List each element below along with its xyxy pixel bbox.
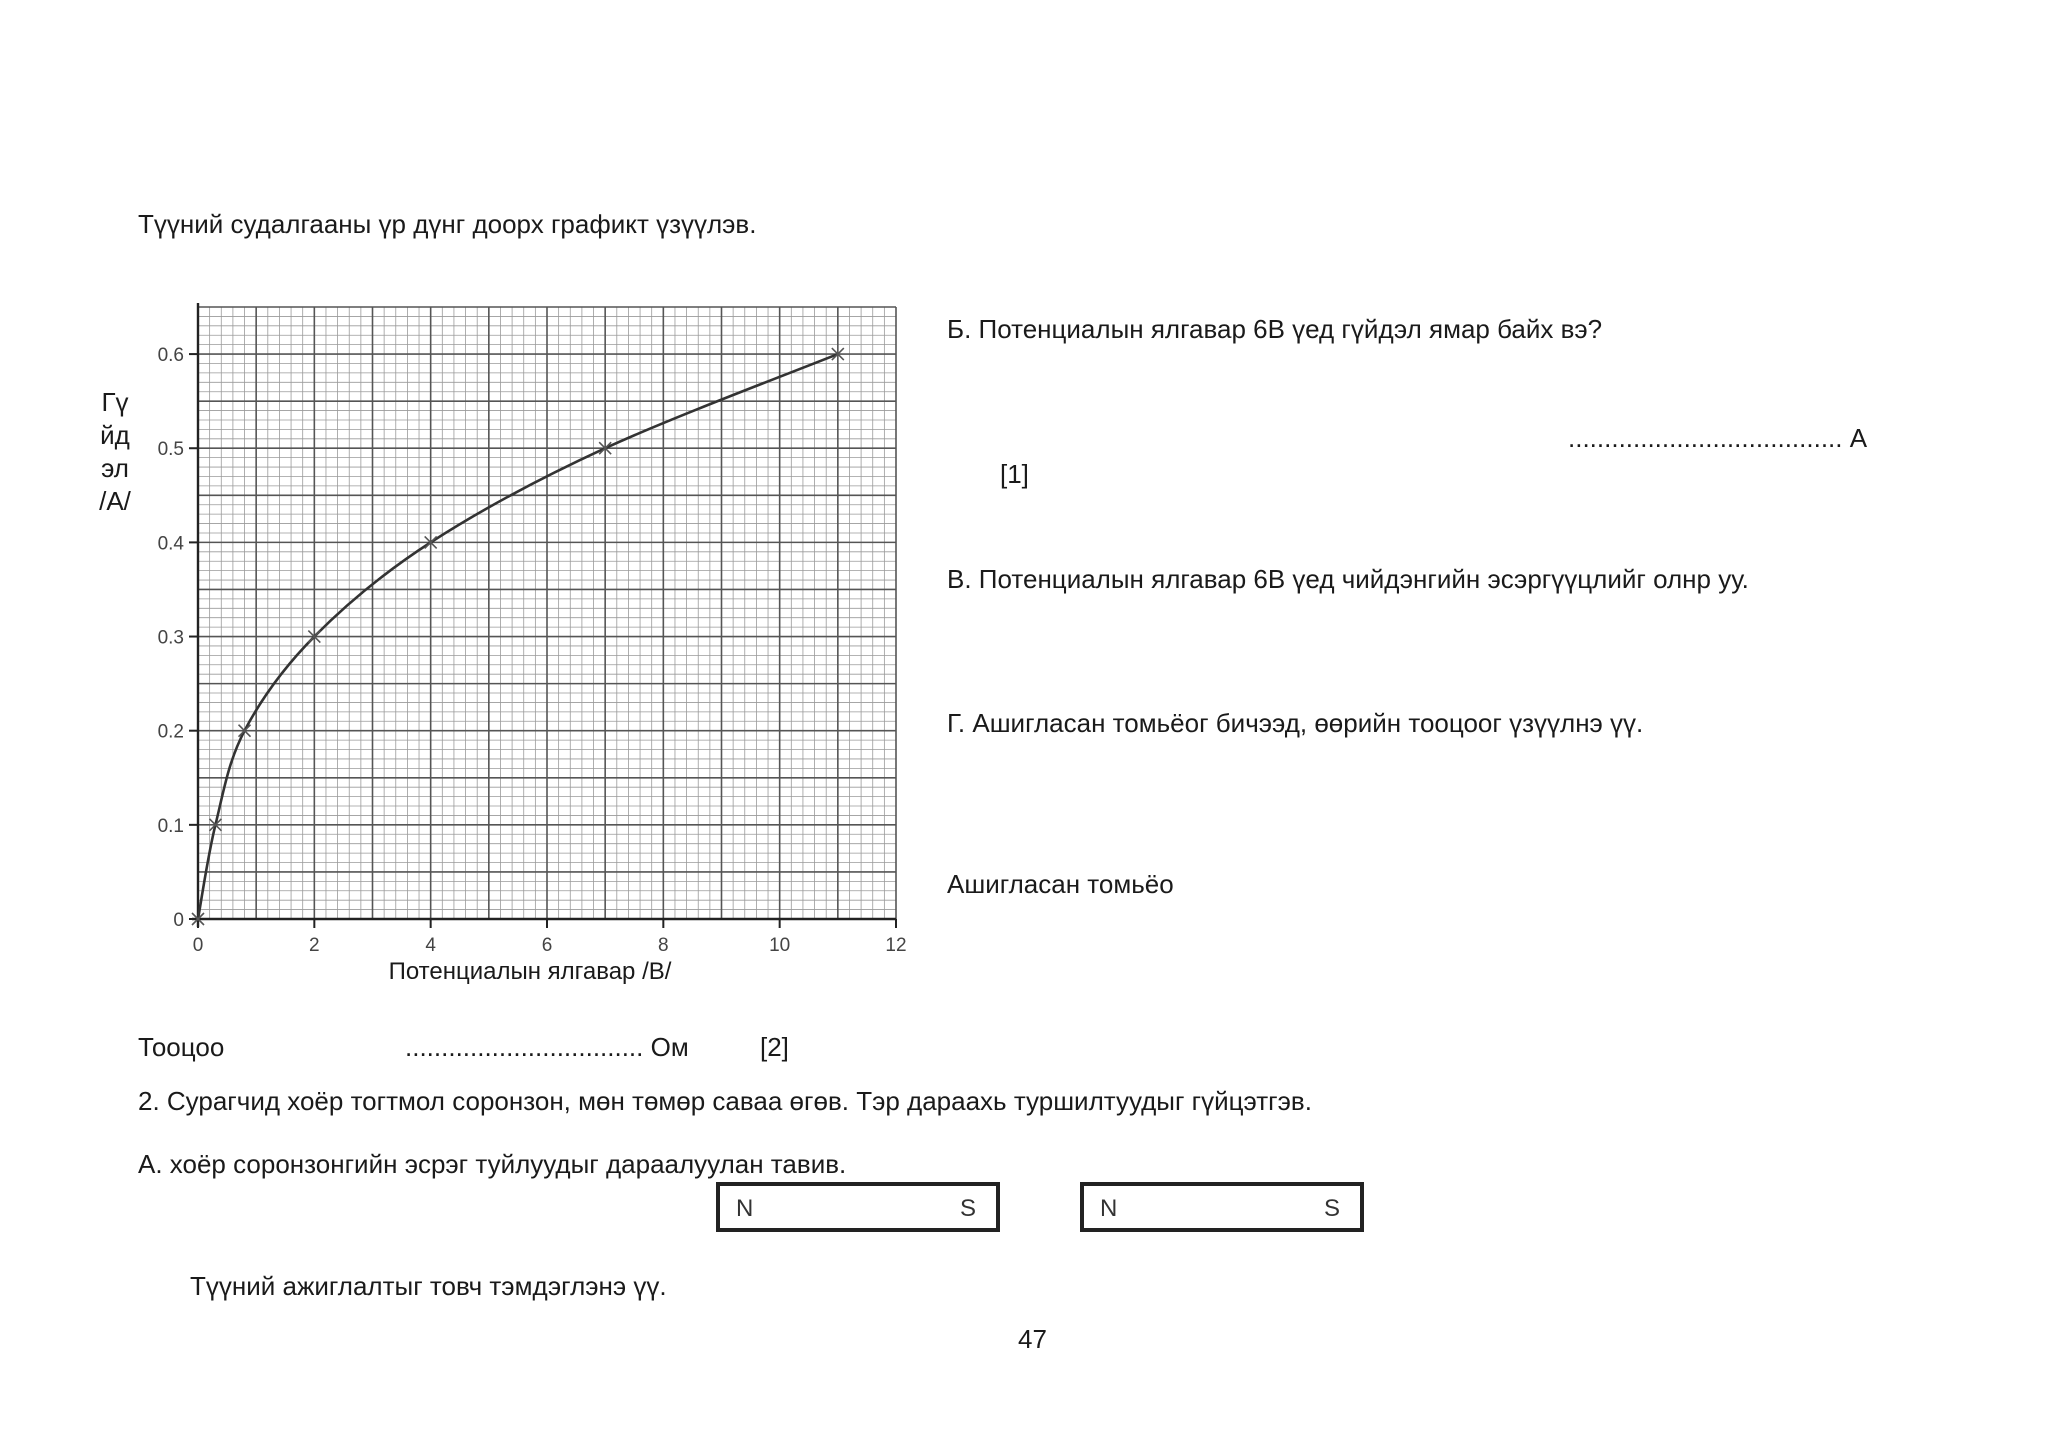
question-g: Г. Ашигласан томьёог бичээд, өөрийн тооцоог үзүүлнэ үү. [947, 708, 1644, 738]
marks-b: [1] [1000, 459, 1029, 489]
x-tick-label: 0 [192, 935, 204, 956]
x-tick-label: 12 [885, 935, 907, 956]
question-b: Б. Потенциалын ялгавар 6В үед гүйдэл ямар байх вэ? [947, 314, 1603, 344]
observation-prompt: Түүний ажиглалтыг товч тэмдэглэнэ үү. [190, 1271, 667, 1301]
x-axis-label: Потенциалын ялгавар /В/ [388, 958, 672, 985]
question-2: 2. Сурагчид хоёр тогтмол соронзон, мөн төмөр саваа өгөв. Тэр дараахь туршилтуудыг гүйцэтгэв. [138, 1086, 1312, 1116]
north-pole-label: N [1100, 1195, 1118, 1222]
answer-line-ohms: ................................. Ом [405, 1032, 689, 1062]
y-axis-label [90, 386, 140, 518]
south-pole-label: S [959, 1195, 976, 1222]
y-tick-label: 0.6 [157, 345, 184, 367]
x-tick-label: 4 [425, 935, 436, 956]
current-voltage-graph [140, 295, 910, 995]
question-2a: А. хоёр соронзонгийн эсрэг туйлуудыг дараалуулан тавив. [138, 1149, 847, 1179]
axes [192, 303, 896, 927]
y-axis-label-line: йд [100, 420, 130, 450]
x-tick-label: 10 [769, 935, 791, 956]
marks-calc: [2] [760, 1032, 789, 1062]
x-tick-label: 8 [658, 935, 669, 956]
north-pole-label: N [736, 1195, 754, 1222]
question-v: В. Потенциалын ялгавар 6В үед чийдэнгийн эсэргүүцлийг олнр уу. [947, 564, 1749, 594]
y-tick-label: 0.1 [157, 815, 184, 837]
y-tick-label: 0.3 [157, 627, 184, 649]
y-axis-label-line: Гү [101, 387, 129, 417]
y-axis-label-line: /А/ [99, 486, 131, 516]
answer-line-amps: ...................................... А [1568, 423, 1868, 453]
page-number: 47 [1018, 1324, 1047, 1354]
x-tick-label: 2 [309, 935, 320, 956]
formula-label: Ашигласан томьёо [947, 869, 1174, 899]
south-pole-label: S [1323, 1195, 1340, 1222]
x-ticks [193, 919, 907, 956]
x-tick-label: 6 [541, 935, 553, 956]
y-tick-label: 0.4 [157, 533, 184, 555]
y-axis-label-line: эл [101, 453, 129, 483]
y-tick-label: 0.2 [157, 721, 184, 743]
y-tick-label: 0 [173, 910, 184, 931]
calculation-label: Тооцоо [138, 1032, 225, 1062]
bar-magnet-left [716, 1182, 1000, 1232]
y-tick-label: 0.5 [157, 439, 184, 461]
intro-text: Түүний судалгааны үр дүнг доорх графикт үзүүлэв. [138, 209, 757, 239]
bar-magnet-right [1080, 1182, 1364, 1232]
y-ticks [158, 345, 198, 931]
